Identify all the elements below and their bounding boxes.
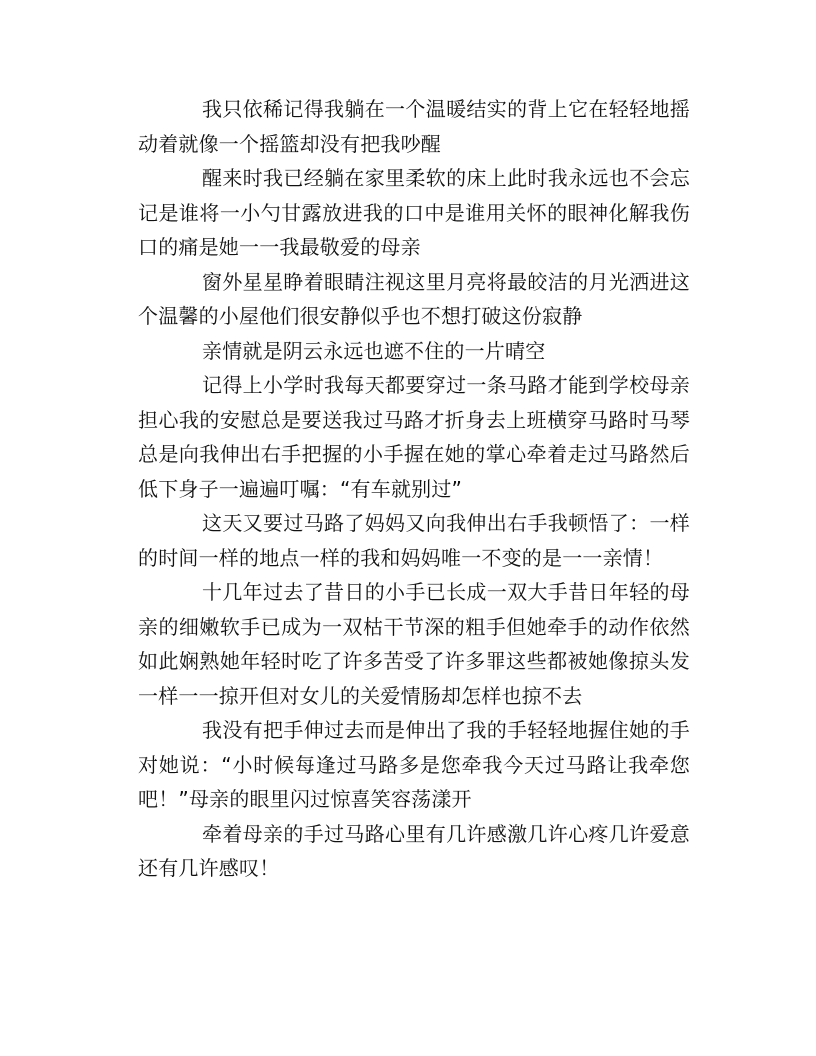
paragraph-1: 我只依稀记得我躺在一个温暖结实的背上它在轻轻地摇动着就像一个摇篮却没有把我吵醒 xyxy=(138,97,690,156)
paragraph-4: 亲情就是阴云永远也遮不住的一片晴空 xyxy=(202,338,546,363)
paragraph-9: 牵着母亲的手过马路心里有几许感激几许心疼几许爱意还有几许感叹！ xyxy=(138,821,690,880)
paragraph-5: 记得上小学时我每天都要穿过一条马路才能到学校母亲担心我的安慰总是要送我过马路才折身去上班横穿马路时马琴总是向我伸出右手把握的小手握在她的掌心牵着走过马路然后低下身子一遍遍叮嘱：“有车就别过” xyxy=(138,373,690,501)
document-body xyxy=(138,92,690,886)
paragraph-8: 我没有把手伸过去而是伸出了我的手轻轻地握住她的手对她说：“小时候每逢过马路多是您牵我今天过马路让我牵您吧！”母亲的眼里闪过惊喜笑容荡漾开 xyxy=(138,718,690,811)
paragraph-3: 窗外星星睁着眼睛注视这里月亮将最皎洁的月光洒进这个温馨的小屋他们很安静似乎也不想打破这份寂静 xyxy=(138,269,690,328)
paragraph-6: 这天又要过马路了妈妈又向我伸出右手我顿悟了：一样的时间一样的地点一样的我和妈妈唯一不变的是一一亲情！ xyxy=(138,511,690,570)
paragraph-2: 醒来时我已经躺在家里柔软的床上此时我永远也不会忘记是谁将一小勺甘露放进我的口中是谁用关怀的眼神化解我伤口的痛是她一一我最敬爱的母亲 xyxy=(138,166,690,259)
paragraph-7: 十几年过去了昔日的小手已长成一双大手昔日年轻的母亲的细嫩软手已成为一双枯干节深的粗手但她牵手的动作依然如此娴熟她年轻时吃了许多苦受了许多罪这些都被她像掠头发一样一一掠开但对女儿的关爱情肠却怎样也掠不去 xyxy=(138,580,690,708)
